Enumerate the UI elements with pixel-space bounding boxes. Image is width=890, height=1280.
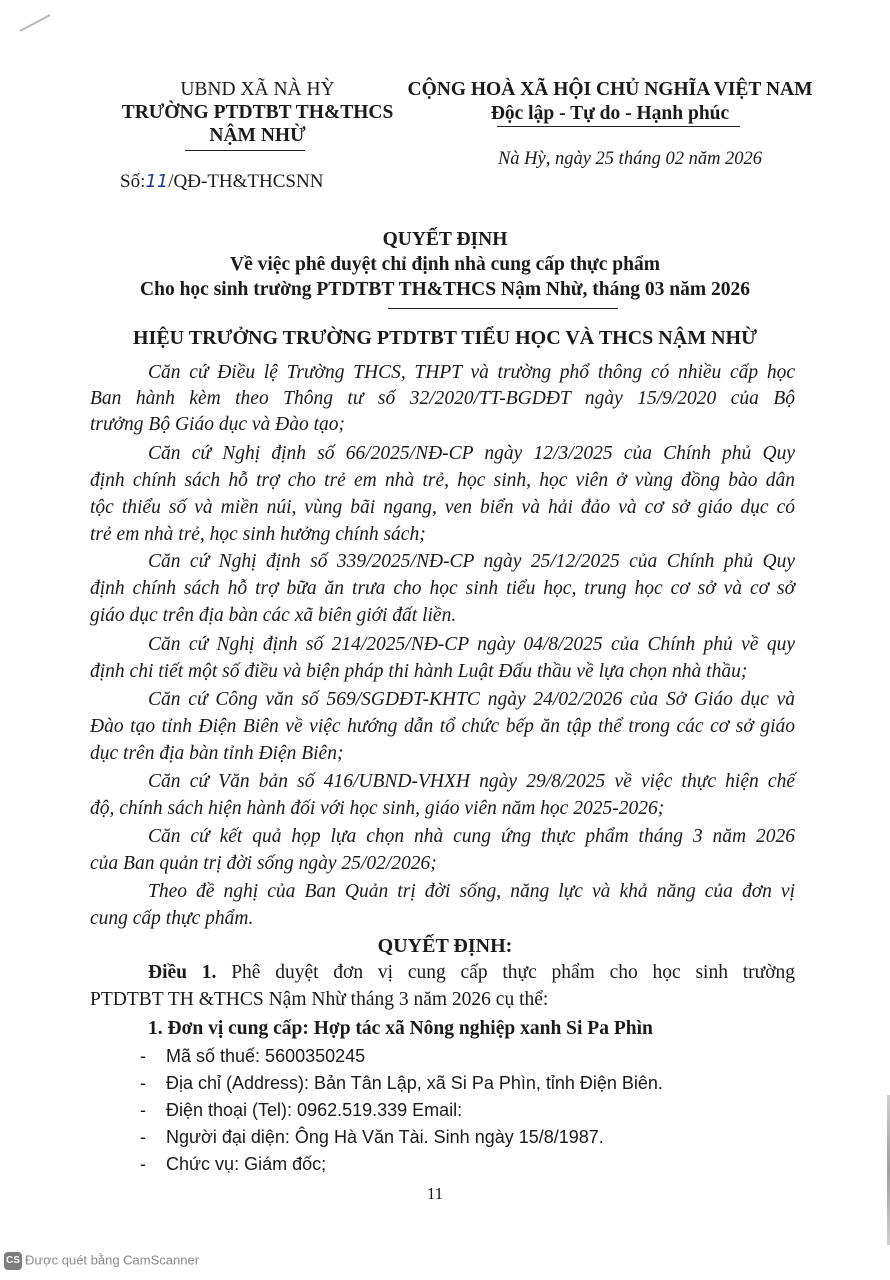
motto-underline [497, 126, 740, 127]
basis-line: Căn cứ Công văn số 569/SGDĐT-KHTC ngày 24/02/2026 của Sở Giáo dục và [148, 689, 795, 710]
basis-line: Căn cứ Nghị định số 66/2025/NĐ-CP ngày 12/3/2025 của Chính phủ Quy [148, 443, 795, 464]
basis-line: trẻ em nhà trẻ, học sinh hưởng chính sách; [90, 524, 426, 545]
basis-line: cung cấp thực phẩm. [90, 908, 254, 929]
article1-line1 [148, 962, 795, 984]
document-number [120, 171, 323, 193]
article1-line2: PTDTBT TH &THCS Nậm Nhừ tháng 3 năm 2026 cụ thể: [90, 989, 549, 1010]
national-title: CỘNG HOÀ XÃ HỘI CHỦ NGHĨA VIỆT NAM [407, 79, 813, 100]
authority-heading: HIỆU TRƯỞNG TRƯỜNG PTDTBT TIỂU HỌC VÀ THCS NẬM NHỪ [133, 327, 757, 349]
basis-line: Theo đề nghị của Ban Quản trị đời sống, năng lực và khả năng của đơn vị [148, 881, 795, 902]
issuer-block [120, 78, 395, 147]
basis-line: của Ban quản trị đời sống ngày 25/02/2026; [90, 853, 437, 874]
supplier-phone-email: Điện thoại (Tel): 0962.519.339 Email: [166, 1100, 463, 1120]
basis-line: Đào tạo tỉnh Điện Biên về việc hướng dẫn tổ chức bếp ăn tập thể trong các cơ sở giáo [90, 716, 795, 737]
basis-line: Căn cứ Nghị định số 339/2025/NĐ-CP ngày 25/12/2025 của Chính phủ Quy [148, 551, 795, 572]
decision-heading: QUYẾT ĐỊNH: [377, 935, 513, 957]
basis-line: trưởng Bộ Giáo dục và Đào tạo; [90, 414, 346, 435]
supplier-position: Chức vụ: Giám đốc; [166, 1154, 327, 1174]
issuer-commune: UBND XÃ NÀ HỲ [180, 79, 335, 100]
document-number-prefix: Số: [120, 171, 146, 192]
supplier-address: Địa chỉ (Address): Bản Tân Lập, xã Si Pa Phìn, tỉnh Điện Biên. [166, 1073, 663, 1093]
article1-text: Phê duyệt đơn vị cung cấp thực phẩm cho học sinh trường [231, 962, 796, 983]
basis-line: định chính sách hỗ trợ cho trẻ em nhà trẻ, học sinh, học viên ở vùng đồng bào dân [90, 470, 795, 491]
national-motto-block [395, 78, 825, 126]
supplier-detail [140, 1154, 845, 1175]
basis-line: độ, chính sách hiện hành đối với học sinh, giáo viên năm học 2025-2026; [90, 798, 665, 819]
camscanner-logo-icon: CS [4, 1252, 22, 1270]
pen-mark [20, 14, 51, 32]
supplier-tax-code: Mã số thuế: 5600350245 [166, 1046, 366, 1066]
basis-line: Căn cứ Văn bản số 416/UBND-VHXH ngày 29/8/2025 về việc thực hiện chế [148, 771, 795, 792]
supplier-detail [140, 1073, 845, 1094]
decision-subject-line2: Cho học sinh trường PTDTBT TH&THCS Nậm Nhừ, tháng 03 năm 2026 [140, 279, 750, 300]
document-number-handwritten: 11 [145, 171, 169, 192]
bullet-dash: - [140, 1100, 146, 1120]
issuer-underline [185, 150, 305, 151]
basis-line: giáo dục trên địa bàn các xã biên giới đất liền. [90, 605, 457, 626]
issuer-school: TRƯỜNG PTDTBT TH&THCS [121, 102, 394, 123]
supplier-representative: Người đại diện: Ông Hà Văn Tài. Sinh ngày 15/8/1987. [166, 1127, 604, 1147]
supplier-detail [140, 1127, 845, 1148]
decision-subject-line1: Về việc phê duyệt chỉ định nhà cung cấp thực phẩm [230, 254, 660, 275]
basis-line: Căn cứ kết quả họp lựa chọn nhà cung ứng thực phẩm tháng 3 năm 2026 [148, 826, 795, 847]
bullet-dash: - [140, 1154, 146, 1174]
title-underline [388, 308, 618, 309]
camscanner-watermark [4, 1252, 199, 1270]
supplier-heading: 1. Đơn vị cung cấp: Hợp tác xã Nông nghiệp xanh Si Pa Phìn [148, 1018, 653, 1039]
bullet-dash: - [140, 1127, 146, 1147]
article1-label: Điều 1. [148, 962, 217, 983]
basis-line: dục trên địa bàn tỉnh Điện Biên; [90, 743, 344, 764]
national-motto: Độc lập - Tự do - Hạnh phúc [490, 103, 730, 124]
supplier-detail [140, 1046, 845, 1067]
bullet-dash: - [140, 1073, 146, 1093]
issuer-school-name: NẬM NHỪ [209, 125, 306, 146]
page-number: 11 [426, 1184, 444, 1203]
basis-line: tộc thiểu số và miền núi, vùng bãi ngang, ven biển và hải đảo và cơ sở giáo dục có [90, 497, 795, 518]
decision-title: QUYẾT ĐỊNH [382, 229, 508, 250]
basis-line: Căn cứ Nghị định số 214/2025/NĐ-CP ngày 04/8/2025 của Chính phủ về quy [148, 634, 795, 655]
bullet-dash: - [140, 1046, 146, 1066]
basis-line: định chi tiết một số điều và biện pháp thi hành Luật Đấu thầu về lựa chọn nhà thầu; [90, 661, 748, 682]
basis-line: Căn cứ Điều lệ Trường THCS, THPT và trường phổ thông có nhiều cấp học [148, 362, 795, 383]
basis-line: Ban hành kèm theo Thông tư số 32/2020/TT-BGDĐT ngày 15/9/2020 của Bộ [90, 388, 795, 409]
document-number-suffix: /QĐ-TH&THCSNN [168, 171, 324, 192]
basis-line: định chính sách hỗ trợ bữa ăn trưa cho học sinh tiểu học, trung học cơ sở và cơ sở [90, 578, 795, 599]
camscanner-text: Được quét bằng CamScanner [25, 1252, 200, 1268]
place-date: Nà Hỳ, ngày 25 tháng 02 năm 2026 [497, 149, 763, 169]
supplier-detail [140, 1100, 845, 1121]
